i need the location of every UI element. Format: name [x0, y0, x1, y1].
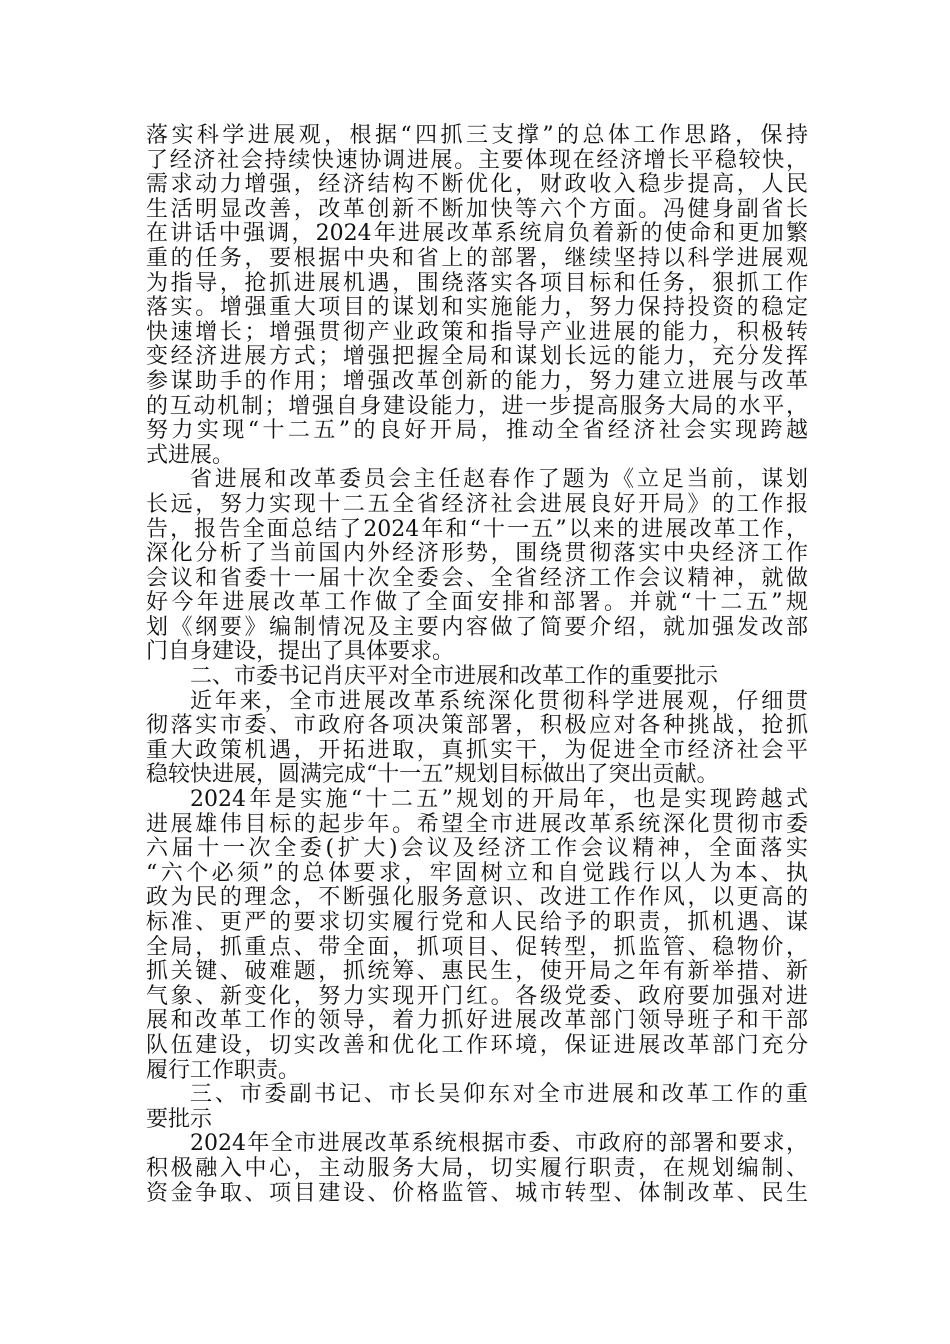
text-line: “六个必须”的总体要求，牢固树立和自觉践行以人为本、执 [146, 860, 808, 886]
text-line: 政为民的理念，不断强化服务意识、改进工作作风，以更高的 [146, 885, 808, 911]
text-line: 生活明显改善，改革创新不断加快等六个方面。冯健身副省长 [146, 196, 808, 222]
document-body [146, 124, 808, 1206]
text-line: 落实科学进展观，根据“四抓三支撑”的总体工作思路，保持 [146, 123, 808, 148]
text-line: 队伍建设，切实改善和优化工作环境，保证进展改革部门充分 [146, 1032, 808, 1058]
text-line: 近年来，全市进展改革系统深化贯彻科学进展观，仔细贯 [190, 688, 808, 714]
text-line: 需求动力增强，经济结构不断优化，财政收入稳步提高，人民 [146, 172, 808, 198]
text-line: 六届十一次全委(扩大)会议及经济工作会议精神，全面落实 [146, 836, 808, 862]
text-line: 式进展。 [146, 442, 235, 468]
text-line: 积极融入中心，主动服务大局，切实履行职责，在规划编制、 [146, 1155, 808, 1181]
text-line: 2024年全市进展改革系统根据市委、市政府的部署和要求， [190, 1131, 808, 1157]
text-line: 告，报告全面总结了2024年和“十一五”以来的进展改革工作， [146, 516, 808, 542]
text-line: 在讲话中强调，2024年进展改革系统肩负着新的使命和更加繁 [146, 221, 808, 247]
text-line: 二、市委书记肖庆平对全市进展和改革工作的重要批示 [190, 664, 719, 690]
text-line: 稳较快进展，圆满完成“十一五”规划目标做出了突出贡献。 [146, 762, 719, 788]
text-line: 展和改革工作的领导，着力抓好进展改革部门领导班子和干部 [146, 1008, 808, 1034]
text-line: 的互动机制；增强自身建设能力，进一步提高服务大局的水平， [146, 393, 808, 419]
text-line: 气象、新变化，努力实现开门红。各级党委、政府要加强对进 [146, 983, 808, 1009]
text-line: 划《纲要》编制情况及主要内容做了简要介绍，就加强发改部 [146, 614, 808, 640]
text-line: 重大政策机遇，开拓进取，真抓实干，为促进全市经济社会平 [146, 737, 808, 763]
text-line: 履行工作职责。 [146, 1057, 301, 1083]
text-line: 重的任务，要根据中央和省上的部署，继续坚持以科学进展观 [146, 245, 808, 271]
text-line: 三、市委副书记、市长吴仰东对全市进展和改革工作的重 [190, 1082, 808, 1108]
text-line: 为指导，抢抓进展机遇，围绕落实各项目标和任务，狠抓工作 [146, 270, 808, 296]
text-line: 省进展和改革委员会主任赵春作了题为《立足当前，谋划 [190, 467, 808, 493]
text-line: 标准、更严的要求切实履行党和人民给予的职责，抓机遇、谋 [146, 910, 808, 935]
text-line: 进展雄伟目标的起步年。希望全市进展改革系统深化贯彻市委 [146, 811, 808, 837]
text-line: 快速增长；增强贯彻产业政策和指导产业进展的能力，积极转 [146, 319, 808, 345]
text-line: 全局，抓重点、带全面，抓项目、促转型，抓监管、稳物价， [146, 934, 808, 960]
text-line: 门自身建设，提出了具体要求。 [146, 639, 455, 665]
text-line: 了经济社会持续快速协调进展。主要体现在经济增长平稳较快， [146, 147, 808, 173]
text-line: 资金争取、项目建设、价格监管、城市转型、体制改革、民生 [146, 1180, 808, 1206]
text-line: 彻落实市委、市政府各项决策部署，积极应对各种挑战，抢抓 [146, 713, 808, 739]
text-line: 落实。增强重大项目的谋划和实施能力，努力保持投资的稳定 [146, 295, 808, 321]
text-line: 会议和省委十一届十次全委会、全省经济工作会议精神，就做 [146, 565, 808, 591]
text-line: 参谋助手的作用；增强改革创新的能力，努力建立进展与改革 [146, 368, 808, 394]
text-line: 长远，努力实现十二五全省经济社会进展良好开局》的工作报 [146, 491, 808, 517]
text-line: 好今年进展改革工作做了全面安排和部署。并就“十二五”规 [146, 590, 808, 616]
text-line: 变经济进展方式；增强把握全局和谋划长远的能力，充分发挥 [146, 344, 808, 370]
text-line: 抓关键、破难题，抓统筹、惠民生，使开局之年有新举措、新 [146, 959, 808, 985]
text-line: 努力实现“十二五”的良好开局，推动全省经济社会实现跨越 [146, 418, 808, 444]
text-line: 要批示 [146, 1106, 213, 1132]
text-line: 2024年是实施“十二五”规划的开局年，也是实现跨越式 [190, 787, 808, 813]
text-line: 深化分析了当前国内外经济形势，围绕贯彻落实中央经济工作 [146, 541, 808, 567]
